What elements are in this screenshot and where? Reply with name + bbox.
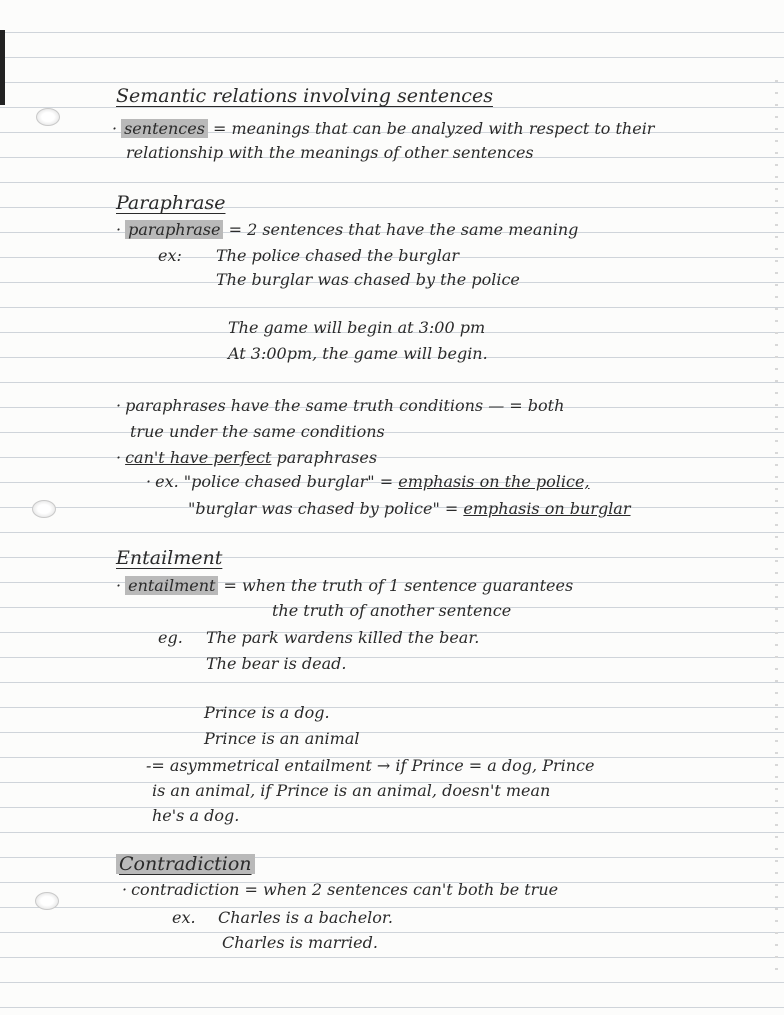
contradiction-ex-label: ex.	[172, 908, 196, 927]
paraphrase-ex6-emphasis: emphasis on burglar	[463, 499, 631, 518]
entailment-def: · entailment = when the truth of 1 sentence guarantees	[116, 576, 574, 595]
intro-line-1: · sentences = meanings that can be analyzed with respect to their	[112, 119, 655, 138]
entailment-def-text: = when the truth of 1 sentence guarantees	[218, 576, 574, 595]
punch-hole	[36, 108, 60, 126]
entailment-ex3: Prince is a dog.	[204, 703, 330, 722]
paraphrase-ex6-quote: "burglar was chased by police" =	[188, 499, 464, 518]
entailment-ex1: The park wardens killed the bear.	[206, 628, 480, 647]
term-entailment: entailment	[125, 576, 218, 595]
punch-hole	[32, 500, 56, 518]
entailment-ex-label: eg.	[158, 628, 183, 647]
paraphrase-note2: true under the same conditions	[130, 422, 385, 441]
contradiction-ex1: Charles is a bachelor.	[218, 908, 393, 927]
paraphrase-ex3: The game will begin at 3:00 pm	[228, 318, 486, 337]
entailment-heading: Entailment	[116, 547, 223, 569]
paraphrase-ex4: At 3:00pm, the game will begin.	[228, 344, 488, 363]
entailment-ex4: Prince is an animal	[204, 729, 360, 748]
binder-edge	[0, 30, 5, 105]
paraphrase-ex5-emphasis: emphasis on the police,	[398, 472, 590, 491]
paraphrase-note3-underlined: can't have perfect	[125, 448, 272, 467]
entailment-note1: -= asymmetrical entailment → if Prince = a dog, Prince	[146, 756, 595, 775]
paraphrase-note3-rest: paraphrases	[271, 448, 378, 467]
paraphrase-ex5-quote: "police chased burglar" =	[183, 472, 399, 491]
paraphrase-def-text: = 2 sentences that have the same meaning	[223, 220, 579, 239]
paraphrase-ex1: The police chased the burglar	[216, 246, 459, 265]
paraphrase-note1-text: paraphrases have the same truth conditions — = both	[125, 396, 565, 415]
contradiction-heading: Contradiction	[116, 854, 255, 874]
contradiction-ex2: Charles is married.	[222, 933, 378, 952]
punch-hole	[35, 892, 59, 910]
term-sentences: sentences	[121, 119, 208, 138]
perforation-edge	[775, 80, 778, 980]
entailment-note2: is an animal, if Prince is an animal, doesn't mean	[152, 781, 551, 800]
paraphrase-ex2: The burglar was chased by the police	[216, 270, 520, 289]
entailment-ex2: The bear is dead.	[206, 654, 347, 673]
page-title: Semantic relations involving sentences	[116, 85, 493, 107]
contradiction-def: · contradiction = when 2 sentences can't both be true	[122, 880, 559, 899]
paraphrase-def: · paraphrase = 2 sentences that have the same meaning	[116, 220, 579, 239]
entailment-def-2: the truth of another sentence	[272, 601, 512, 620]
paraphrase-ex6	[188, 499, 631, 519]
term-paraphrase: paraphrase	[125, 220, 223, 239]
intro-line-2: relationship with the meanings of other sentences	[126, 143, 534, 162]
paraphrase-ex-label: ex:	[158, 246, 182, 265]
contradiction-def-text: contradiction = when 2 sentences can't both be true	[131, 880, 559, 899]
paraphrase-heading: Paraphrase	[116, 192, 226, 214]
paraphrase-ex5: · ex. "police chased burglar" = emphasis on the police,	[146, 472, 590, 491]
entailment-note3: he's a dog.	[152, 806, 240, 825]
paraphrase-note3: · can't have perfect paraphrases	[116, 448, 378, 467]
intro-def-a: = meanings that can be analyzed with respect to their	[207, 119, 655, 138]
paraphrase-ex5-label: ex.	[155, 472, 179, 491]
paraphrase-note1: · paraphrases have the same truth conditions — = both	[116, 396, 565, 415]
